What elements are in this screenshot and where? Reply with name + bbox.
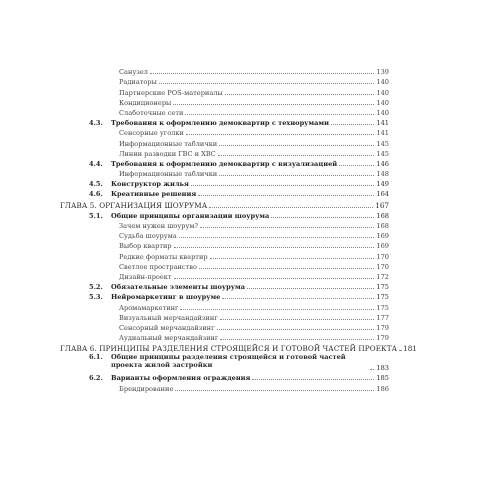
toc-entry-page: 146 (376, 159, 389, 168)
dot-leader (185, 114, 374, 115)
section-number: 4.3. (89, 119, 103, 128)
toc-entry-page: 181 (403, 344, 417, 354)
toc-entry-title: Кондиционеры (119, 98, 172, 107)
toc-entry (119, 127, 389, 137)
dot-leader (219, 145, 374, 146)
toc-entry-page: 140 (376, 78, 389, 87)
toc-section-entry (89, 291, 389, 302)
toc-entry (119, 301, 389, 311)
toc-entry-title: Обязательные элементы шоурума (111, 283, 245, 292)
toc-entry-title: Сенсорные уголки (119, 129, 184, 138)
dot-leader (218, 155, 375, 156)
dot-leader (180, 309, 374, 310)
toc-entry-title: Радиаторы (119, 78, 157, 87)
toc-entry-page: 140 (376, 88, 389, 97)
toc-entry-title: Общие принципы разделения строящейся и готовой частей проекта жилой застройки (111, 353, 346, 370)
toc-entry-page: 175 (376, 293, 389, 302)
section-number: 4.6. (89, 190, 103, 199)
toc-entry-title: Аромамаркетинг (119, 303, 179, 312)
toc-entry-page: 179 (376, 334, 389, 343)
toc-entry-title: Выбор квартир (119, 242, 172, 251)
toc-entry-page: 168 (376, 222, 389, 230)
toc-entry-title: Сенсорный мерчандайзинг (119, 323, 215, 332)
toc-entry-title: Слаботочные сети (119, 108, 184, 117)
toc-entry-title: Общие принципы организации шоурума (111, 211, 270, 220)
toc-entry-page: 164 (376, 190, 389, 199)
section-number: 5.1. (89, 211, 103, 220)
toc-chapter-entry (60, 199, 389, 209)
dot-leader (174, 247, 375, 248)
section-number: 6.1. (89, 353, 103, 362)
toc-entry-page: 170 (376, 252, 389, 261)
toc-entry-title: Варианты оформления ограждения (111, 374, 251, 383)
toc-section-entry (89, 372, 389, 383)
toc-chapter-entry (60, 343, 417, 354)
toc-entry (119, 322, 389, 332)
toc-entry-title: Информационные таблички (119, 170, 218, 179)
toc-entry-page: 175 (376, 283, 389, 292)
toc-entry (119, 148, 389, 158)
dot-leader (150, 73, 374, 74)
toc-entry-page: 168 (376, 211, 389, 220)
toc-section-entry (89, 117, 389, 128)
toc-entry-page: 145 (376, 149, 389, 158)
toc-entry-page: 179 (376, 323, 389, 332)
toc-section-entry (89, 178, 389, 189)
toc-entry-page: 149 (376, 180, 389, 189)
toc-entry (119, 230, 389, 240)
toc-entry-title: Брендирование (119, 384, 174, 393)
toc-entry-title: Аудиальный мерчандайзинг (119, 334, 219, 343)
dot-leader (199, 268, 374, 269)
toc-entry-page: 169 (376, 232, 389, 241)
toc-section-entry (89, 158, 389, 168)
toc-entry-page: 167 (375, 200, 389, 210)
toc-entry (119, 332, 389, 342)
dot-leader (209, 207, 373, 208)
dot-leader (247, 288, 374, 289)
toc-entry-page: 169 (376, 242, 389, 251)
toc-entry-title: Зачем нужен шоурум? (119, 222, 199, 230)
dot-leader (179, 237, 375, 238)
dot-leader (219, 175, 374, 176)
toc-entry (119, 382, 389, 392)
toc-entry (119, 312, 389, 322)
dot-leader (370, 369, 374, 370)
dot-leader (252, 379, 374, 380)
toc-entry-page: 145 (376, 139, 389, 148)
toc-entry-page: 186 (376, 384, 389, 393)
dot-leader (200, 227, 374, 228)
toc-entry-title: Светлое пространство (119, 262, 197, 271)
dot-leader (159, 83, 375, 84)
toc-entry-title: Санузел (119, 68, 148, 77)
dot-leader (198, 195, 374, 196)
toc-entry-page: 141 (376, 119, 389, 128)
toc-entry (119, 250, 389, 260)
dot-leader (174, 278, 375, 279)
toc-entry-title: Линии разводки ГВС и ХВС (119, 149, 216, 158)
dot-leader (331, 124, 374, 125)
toc-entry (119, 220, 389, 230)
toc-entry-page: 139 (376, 68, 389, 77)
dot-leader (399, 350, 401, 351)
toc-entry-title: Креативные решения (111, 190, 197, 199)
toc-entry (119, 261, 389, 271)
toc-entry-page: 183 (376, 364, 389, 373)
toc-entry-page: 148 (376, 170, 389, 179)
dot-leader (191, 185, 375, 186)
dot-leader (173, 104, 374, 105)
section-number: 5.3. (89, 293, 103, 302)
section-number: 4.5. (89, 180, 103, 189)
dot-leader (339, 165, 374, 166)
chapter-title: ГЛАВА 5. ОРГАНИЗАЦИЯ ШОУРУМА (60, 200, 208, 210)
toc-entry-title: Визуальный мерчандайзинг (119, 313, 218, 322)
toc-entry-page: 140 (376, 108, 389, 117)
toc-section-entry (89, 353, 389, 373)
toc-entry-page: 141 (376, 129, 389, 138)
dot-leader (222, 298, 374, 299)
toc-section-entry (89, 281, 389, 292)
dot-leader (217, 329, 375, 330)
chapter-title: ГЛАВА 6. ПРИНЦИПЫ РАЗДЕЛЕНИЯ СТРОЯЩЕЙСЯ И ГОТОВОЙ ЧАСТЕЙ ПРОЕКТА (60, 344, 398, 354)
toc-entry-page: 172 (376, 272, 389, 281)
toc-entry-title: Требования к оформлению демоквартир с визуализацией (111, 159, 338, 168)
toc-entry-title: Дизайн-проект (119, 272, 172, 281)
toc-entry-title: Редкие форматы квартир (119, 252, 208, 261)
dot-leader (220, 339, 374, 340)
toc-entry-page: 177 (376, 313, 389, 322)
toc-entry-page: 175 (376, 303, 389, 312)
section-number: 5.2. (89, 283, 103, 292)
table-of-contents (0, 66, 500, 393)
toc-entry-title: Судьба шоурума (119, 232, 177, 241)
toc-section-entry (89, 210, 389, 220)
toc-section-entry (89, 188, 389, 199)
toc-entry (119, 97, 389, 107)
toc-entry (119, 240, 389, 250)
toc-entry (119, 107, 389, 117)
toc-entry-title: Требования к оформлению демоквартир с технорумами (111, 119, 330, 128)
dot-leader (210, 258, 375, 259)
toc-entry-title: Партнерские POS-материалы (119, 88, 223, 97)
toc-entry-title: Конструктор жилья (111, 180, 189, 189)
toc-entry-page: 185 (376, 374, 389, 383)
toc-entry-title: Информационные таблички (119, 139, 218, 148)
dot-leader (220, 319, 375, 320)
toc-entry-page: 140 (376, 98, 389, 107)
toc-entry (119, 86, 389, 96)
dot-leader (225, 94, 375, 95)
toc-entry (119, 76, 389, 86)
toc-entry (119, 271, 389, 281)
toc-entry (119, 168, 389, 178)
section-number: 4.4. (89, 159, 103, 168)
toc-entry (119, 137, 389, 147)
toc-entry-page: 170 (376, 262, 389, 271)
toc-entry-title: Нейромаркетинг в шоуруме (111, 293, 221, 302)
dot-leader (186, 134, 375, 135)
dot-leader (271, 217, 374, 218)
dot-leader (175, 390, 374, 391)
toc-entry (119, 66, 389, 76)
section-number: 6.2. (89, 374, 103, 383)
